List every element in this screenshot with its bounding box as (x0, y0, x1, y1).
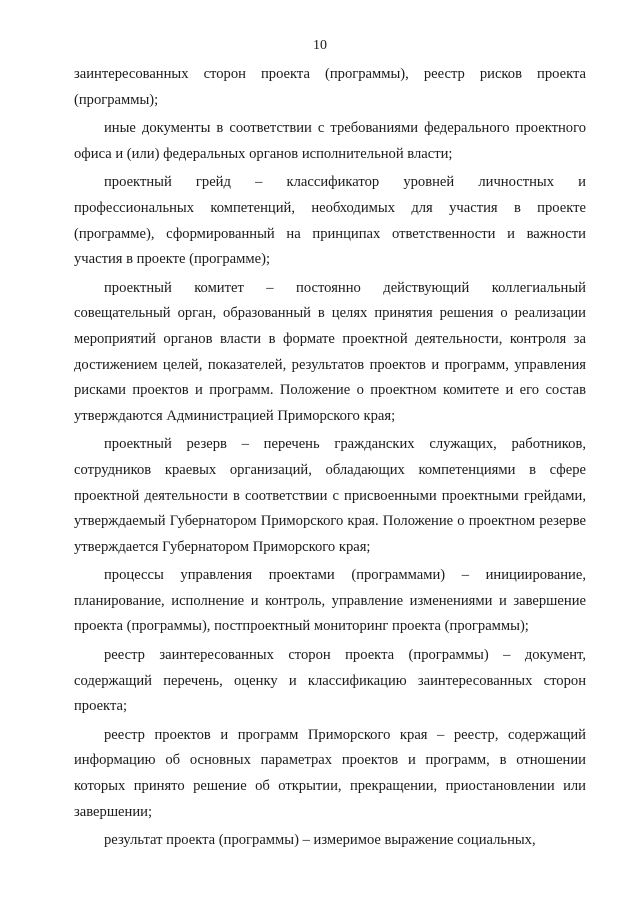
paragraph-stakeholder-register: реестр заинтересованных сторон проекта (программы) – документ, содержащий перечень, оценку и классификацию заинтересованных сторон проекта; (74, 647, 586, 715)
body-text (74, 62, 586, 857)
paragraph-other-documents: иные документы в соответствии с требованиями федерального проектного офиса и (или) федеральных органов исполнительной власти; (74, 120, 586, 162)
paragraph-project-grade: проектный грейд – классификатор уровней личностных и профессиональных компетенций, необходимых для участия в проекте (программе), сформированный на принципах ответственности и важности участия в проекте (программе); (74, 174, 586, 268)
paragraph-project-reserve: проектный резерв – перечень гражданских служащих, работников, сотрудников краевых организаций, обладающих компетенциями в сфере проектной деятельности в соответствии с присвоенными проектными грейдами, утверждаемый Губернатором Приморского края. Положение о проектном резерве утверждается Губернатором Приморского края; (74, 436, 586, 555)
paragraph-project-committee: проектный комитет – постоянно действующий коллегиальный совещательный орган, образованный в целях принятия решения о реализации мероприятий органов власти в формате проектной деятельности, контроля за достижением целей, показателей, результатов проектов и программ, управления рисками проектов и программ. Положение о проектном комитете и его состав утверждаются Администрацией Приморского края; (74, 279, 586, 424)
paragraph-project-result: результат проекта (программы) – измеримое выражение социальных, (104, 832, 536, 849)
paragraph-management-processes: процессы управления проектами (программами) – инициирование, планирование, исполнение и контроль, управление изменениями и завершение проекта (программы), постпроектный мониторинг проекта (программы); (74, 567, 586, 635)
page-number: 10 (313, 38, 327, 53)
paragraph-projects-register: реестр проектов и программ Приморского края – реестр, содержащий информацию об основных параметрах проектов и программ, в отношении которых принято решение об открытии, прекращении, приостановлении или завершении; (74, 726, 586, 820)
paragraph-continuation: заинтересованных сторон проекта (программы), реестр рисков проекта (программы); (74, 66, 586, 108)
